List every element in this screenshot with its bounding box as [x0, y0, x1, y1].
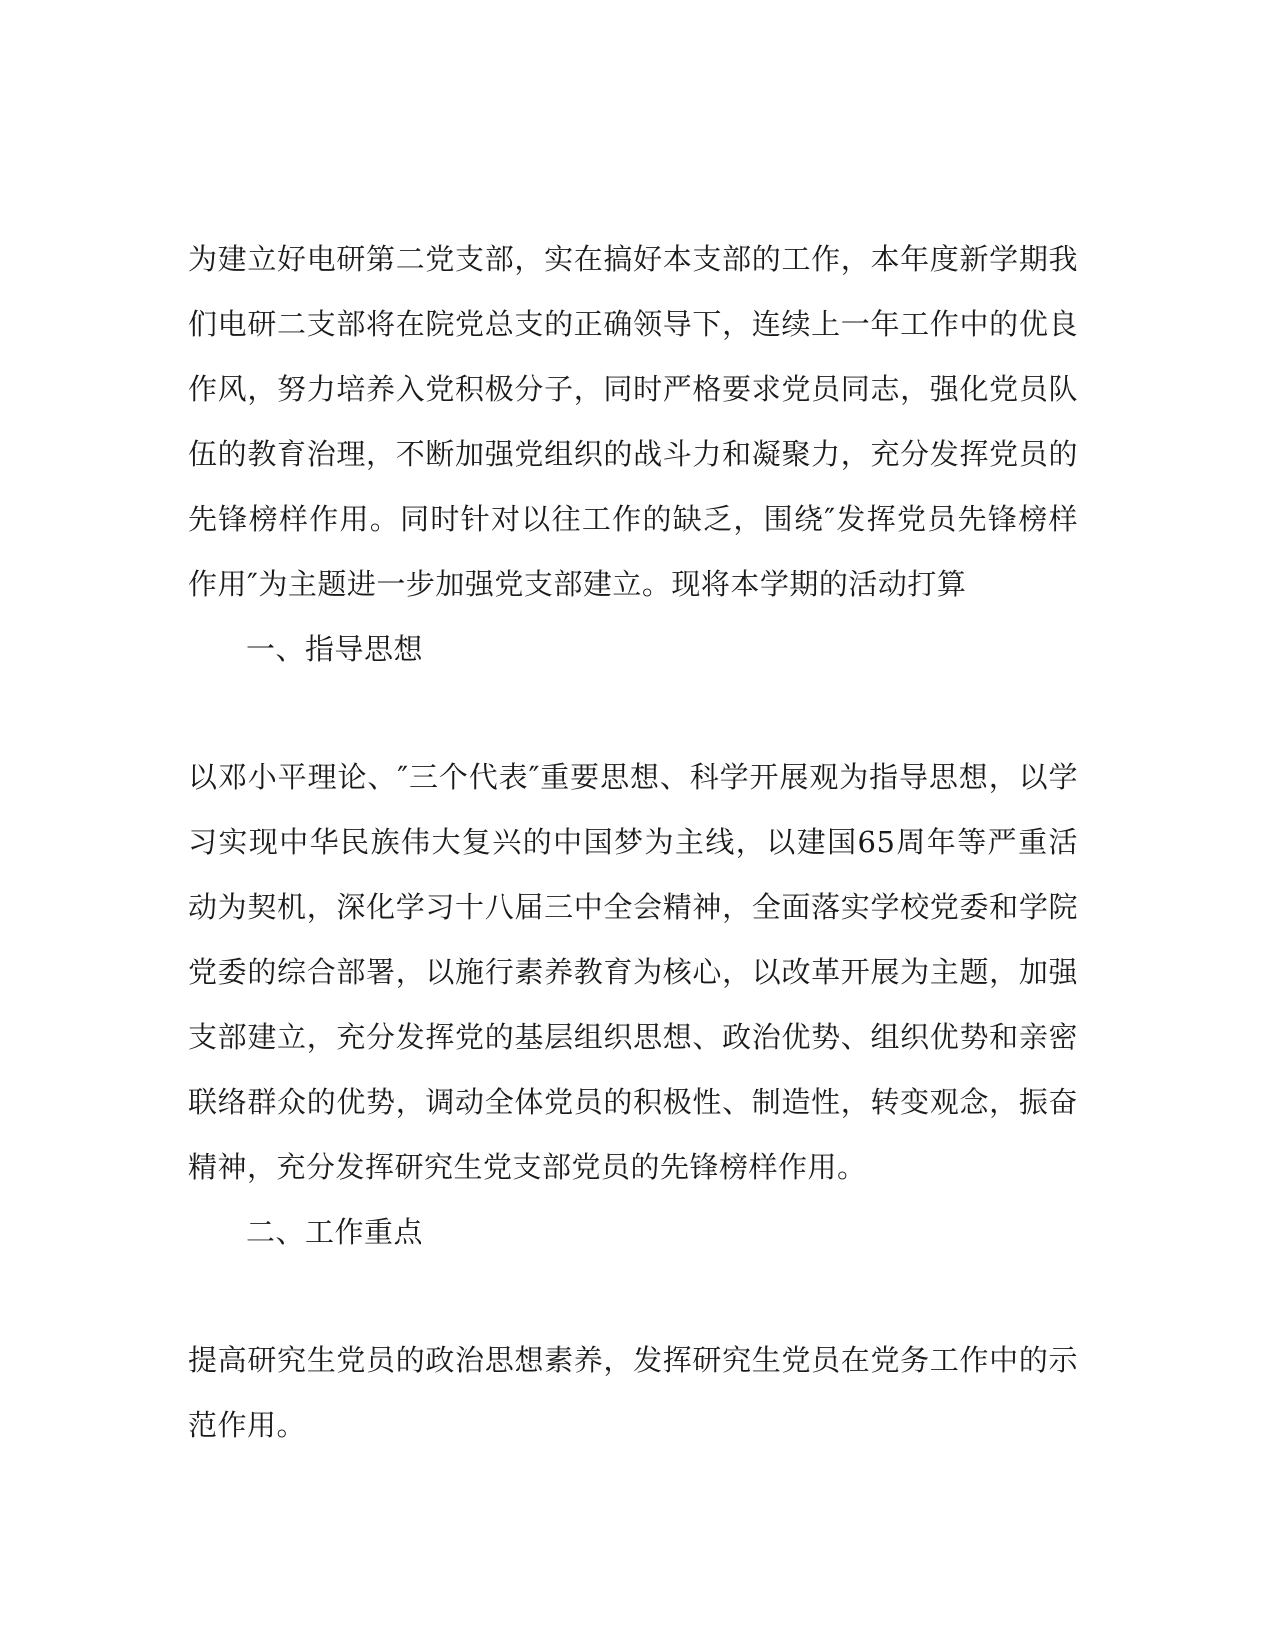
paragraph-spacer	[188, 682, 1078, 745]
paragraph-spacer	[188, 1265, 1078, 1328]
guiding-thought-paragraph: 以邓小平理论、″三个代表″重要思想、科学开展观为指导思想，以学习实现中华民族伟大复兴的中国梦为主线，以建国65周年等严重活动为契机，深化学习十八届三中全会精神，全面落实学校党委和学院党委的综合部署，以施行素养教育为核心，以改革开展为主题，加强支部建立，充分发挥党的基层组织思想、政治优势、组织优势和亲密联络群众的优势，调动全体党员的积极性、制造性，转变观念，振奋精神，充分发挥研究生党支部党员的先锋榜样作用。	[188, 760, 1078, 1184]
work-focus-paragraph: 提高研究生党员的政治思想素养，发挥研究生党员在党务工作中的示范作用。	[188, 1343, 1078, 1442]
section-heading-work-focus: 二、工作重点	[246, 1215, 424, 1249]
intro-paragraph: 为建立好电研第二党支部，实在搞好本支部的工作，本年度新学期我们电研二支部将在院党总支的正确领导下，连续上一年工作中的优良作风，努力培养入党积极分子，同时严格要求党员同志，强化党员队伍的教育治理，不断加强党组织的战斗力和凝聚力，充分发挥党员的先锋榜样作用。同时针对以往工作的缺乏，围绕″发挥党员先锋榜样作用″为主题进一步加强党支部建立。现将本学期的活动打算	[188, 242, 1078, 601]
document-body	[188, 227, 1078, 1458]
section-heading-guiding-thought: 一、指导思想	[246, 632, 424, 666]
